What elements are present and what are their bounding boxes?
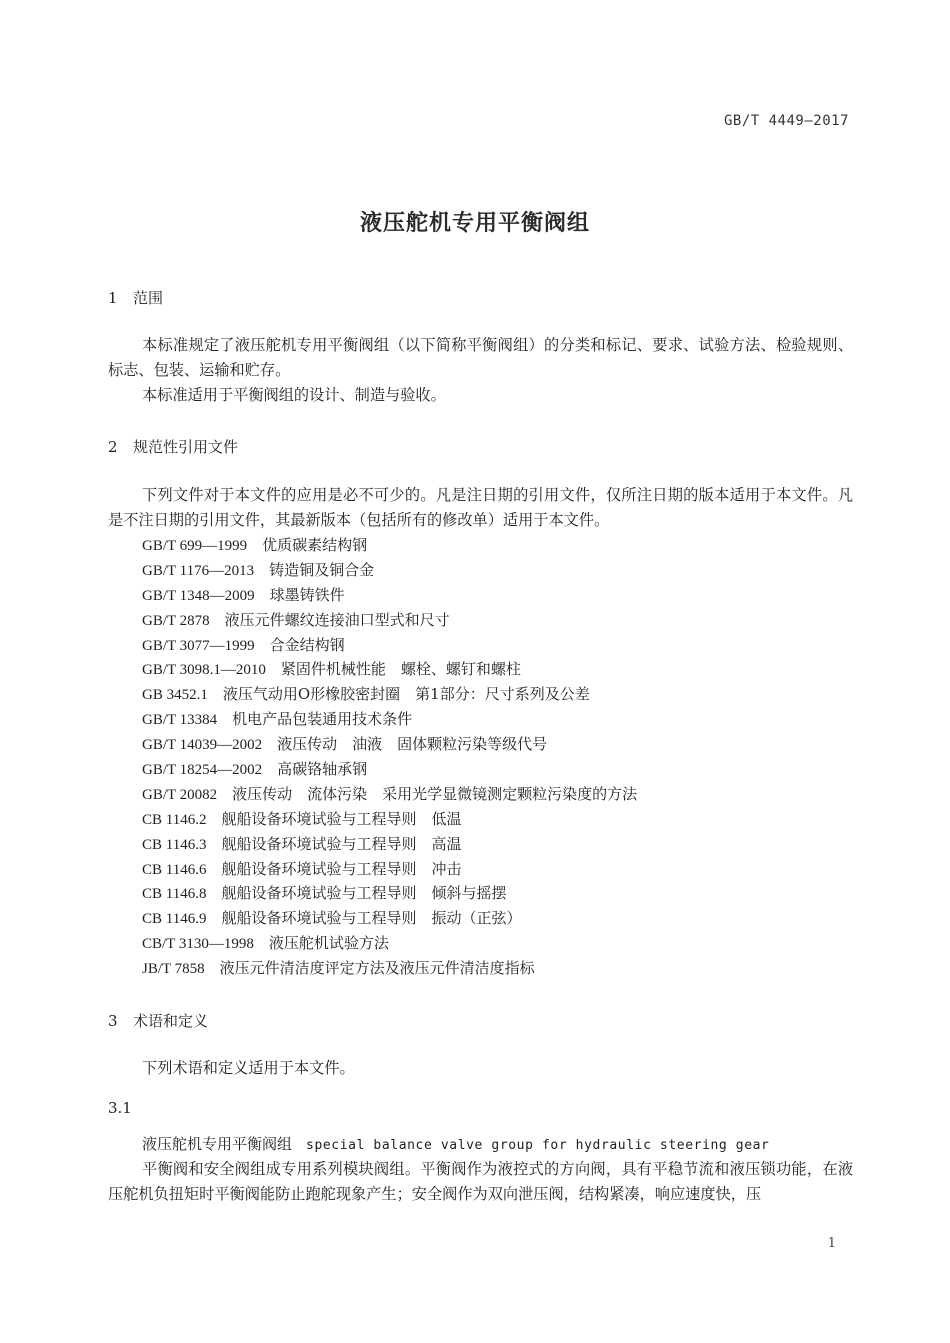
reference-item — [142, 608, 637, 633]
reference-code: CB 1146.6 — [142, 861, 207, 878]
reference-item — [142, 807, 637, 832]
reference-code: CB 1146.2 — [142, 811, 207, 828]
reference-code: GB/T 3098.1—2010 — [142, 662, 266, 679]
reference-code: GB/T 2878 — [142, 612, 210, 629]
reference-title: 铸造铜及铜合金 — [269, 560, 375, 579]
reference-title: 液压气动用O形橡胶密封圈 第1部分：尺寸系列及公差 — [222, 685, 590, 704]
reference-item — [142, 707, 637, 732]
reference-code: GB/T 14039—2002 — [142, 737, 263, 754]
reference-item — [142, 732, 637, 757]
reference-code: CB 1146.3 — [142, 836, 207, 853]
reference-item — [142, 857, 637, 882]
term-definition: 平衡阀和安全阀组成专用系列模块阀组。平衡阀作为液控式的方向阀，具有平稳节流和液压锁功能，在液压舵机负扭矩时平衡阀能防止跑舵现象产生；安全阀作为双向泄压阀，结构紧凑，响应速度快，压 — [108, 1160, 853, 1203]
standard-number: GB/T 4449—2017 — [723, 113, 849, 129]
reference-title: 液压舵机试验方法 — [268, 934, 389, 953]
reference-item — [142, 682, 637, 707]
reference-title: 舰船设备环境试验与工程导则 低温 — [221, 809, 462, 828]
term-number: 3.1 — [108, 1099, 132, 1117]
term-chinese: 液压舵机专用平衡阀组 — [142, 1135, 293, 1153]
document-title: 液压舵机专用平衡阀组 — [359, 210, 590, 236]
reference-item — [142, 558, 637, 583]
page-number: 1 — [827, 1236, 836, 1251]
section-1-paragraph-2: 本标准适用于平衡阀组的设计、制造与验收。 — [142, 386, 446, 404]
reference-title: 舰船设备环境试验与工程导则 高温 — [221, 834, 462, 853]
reference-code: JB/T 7858 — [142, 961, 205, 978]
section-2-intro: 下列文件对于本文件的应用是必不可少的。凡是注日期的引用文件，仅所注日期的版本适用于本文件。凡是不注日期的引用文件，其最新版本（包括所有的修改单）适用于本文件。 — [108, 486, 853, 529]
reference-title: 紧固件机械性能 螺栓、螺钉和螺柱 — [280, 660, 521, 679]
reference-title: 液压元件螺纹连接油口型式和尺寸 — [224, 610, 450, 629]
reference-item — [142, 881, 637, 906]
reference-title: 舰船设备环境试验与工程导则 冲击 — [221, 859, 462, 878]
reference-item — [142, 633, 637, 658]
reference-title: 液压传动 流体污染 采用光学显微镜测定颗粒污染度的方法 — [232, 784, 638, 803]
section-3-intro: 下列术语和定义适用于本文件。 — [142, 1059, 355, 1077]
reference-title: 液压元件清洁度评定方法及液压元件清洁度指标 — [219, 959, 535, 978]
reference-code: GB/T 20082 — [142, 786, 218, 803]
term-entry — [142, 1133, 769, 1154]
reference-item — [142, 757, 637, 782]
reference-item — [142, 583, 637, 608]
reference-title: 舰船设备环境试验与工程导则 振动（正弦） — [221, 909, 522, 928]
reference-title: 球墨铸铁件 — [269, 585, 345, 604]
section-3-heading — [108, 1010, 208, 1031]
reference-code: GB/T 3077—1999 — [142, 637, 255, 654]
reference-code: GB/T 699—1999 — [142, 538, 248, 554]
reference-item — [142, 533, 637, 558]
reference-code: GB/T 13384 — [142, 712, 218, 729]
reference-code: GB/T 1176—2013 — [142, 562, 255, 579]
reference-code: CB 1146.9 — [142, 911, 207, 928]
normative-reference-list — [142, 533, 637, 981]
reference-code: GB/T 1348—2009 — [142, 587, 255, 604]
reference-title: 高碳铬轴承钢 — [277, 760, 368, 779]
reference-title: 合金结构钢 — [269, 635, 345, 654]
section-3-number: 3 — [108, 1012, 118, 1030]
section-2-title: 规范性引用文件 — [133, 438, 239, 456]
section-1-paragraph-1: 本标准规定了液压舵机专用平衡阀组（以下简称平衡阀组）的分类和标记、要求、试验方法、检验规则、标志、包装、运输和贮存。 — [108, 336, 853, 379]
reference-item — [142, 956, 637, 981]
reference-code: CB/T 3130—1998 — [142, 936, 254, 953]
reference-code: GB 3452.1 — [142, 687, 208, 704]
reference-title: 液压传动 油液 固体颗粒污染等级代号 — [277, 735, 548, 754]
reference-item — [142, 782, 637, 807]
reference-title: 机电产品包装通用技术条件 — [232, 710, 413, 729]
section-2-number: 2 — [108, 438, 118, 456]
reference-code: GB/T 18254—2002 — [142, 762, 263, 779]
reference-title: 优质碳素结构钢 — [262, 536, 368, 554]
reference-item — [142, 657, 637, 682]
reference-item — [142, 906, 637, 931]
section-1-title: 范围 — [133, 289, 164, 307]
reference-item — [142, 832, 637, 857]
section-3-title: 术语和定义 — [133, 1012, 209, 1030]
term-english: special balance valve group for hydraulic steering gear — [306, 1138, 770, 1153]
section-1-heading — [108, 287, 163, 308]
section-1-number: 1 — [108, 289, 118, 307]
section-2-heading — [108, 436, 238, 457]
reference-item — [142, 931, 637, 956]
reference-code: CB 1146.8 — [142, 886, 207, 903]
reference-title: 舰船设备环境试验与工程导则 倾斜与摇摆 — [221, 884, 507, 903]
